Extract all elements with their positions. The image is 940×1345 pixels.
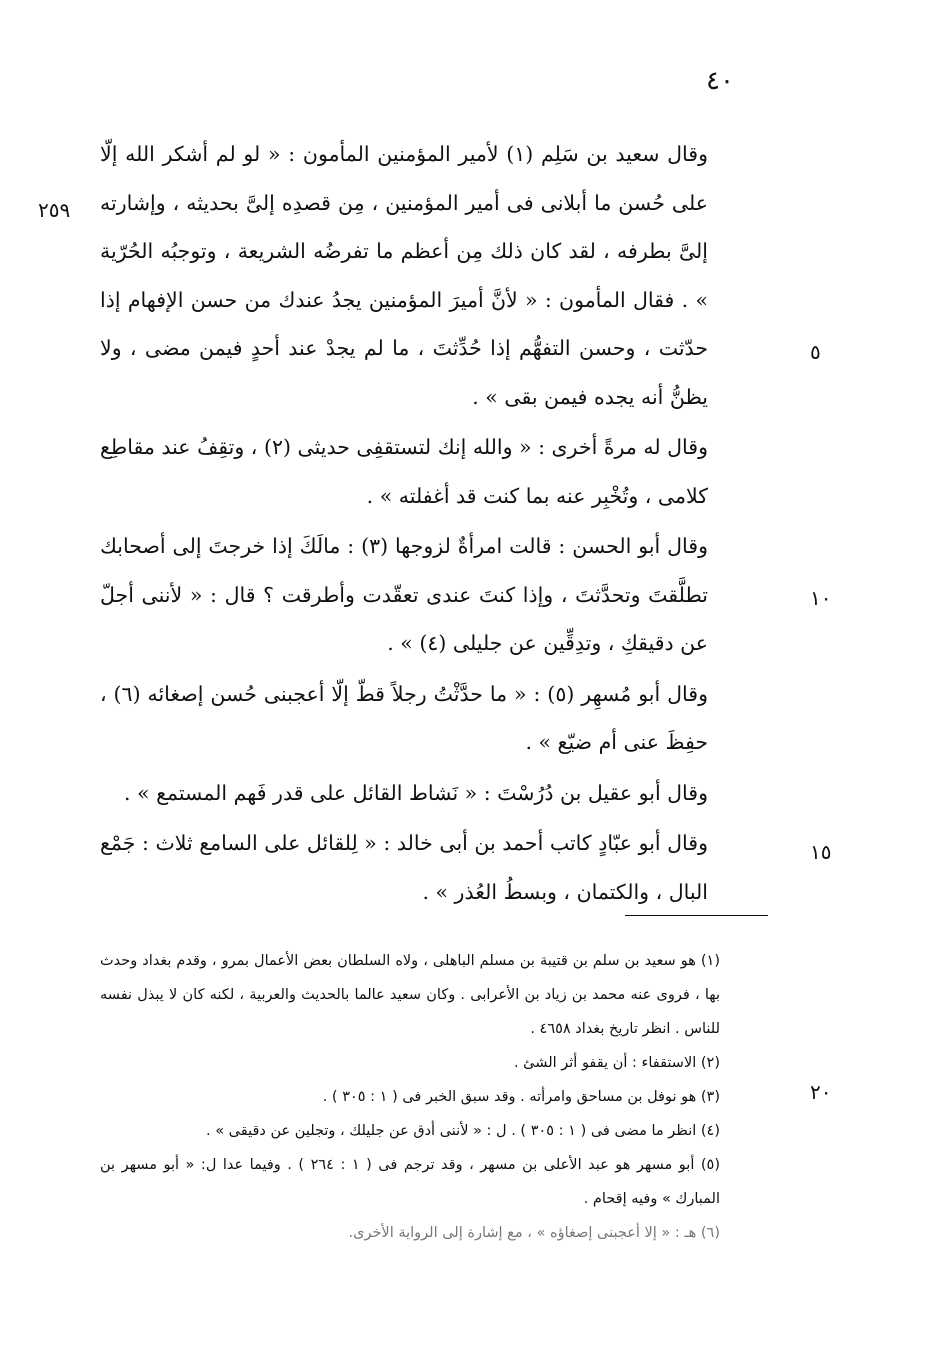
paragraph-said-bin-salm: وقال سعيد بن سَلِم (١) لأمير المؤمنين المأمون : « لو لم أشكر الله إلّا على حُسن ما أبلانى فى أمير المؤمنين ، مِن قصدِه إلىَّ بحديثه ، وإشارته إلىَّ بطرفه ، لقد كان ذلك مِن أعظم ما تفرضُه الشريعة ، وتوجبُه الحُرّية » . فقال المأمون : « لأنَّ أميرَ المؤمنين يجدُ عندك من حسن الإفهام إذا حدّثت ، وحسن التفهُّم إذا حُدِّثتَ ، ما لم يجدْ عند أحدٍ فيمن مضى ، ولا يظنُّ أنه يجده فيمن بقى » . [100, 142, 708, 409]
paragraph-another-time: وقال له مرةً أخرى : « والله إنك لتستقفِى حديثى (٢) ، وتقِفُ عند مقاطِع كلامى ، وتُخْبِر عنه بما كنت قد أغفلته » . [100, 435, 708, 508]
footnotes [100, 944, 720, 1250]
footnote-5: (٥) أبو مسهر هو عبد الأعلى بن مسهر ، وقد ترجم فى ( ١ : ٢٦٤ ) . وفيما عدا ل: « أبو مسهر بن المبارك » وفيه إقحام . [100, 1157, 720, 1207]
paragraph-abu-abbad: وقال أبو عبّادٍ كاتب أحمد بن أبى خالد : « لِلقائل على السامع ثلاث : جَمْع البال ، والكتمان ، وبسطُ العُذر » . [100, 831, 708, 904]
paragraph-abu-al-hasan: وقال أبو الحسن : قالت امرأةٌ لزوجها (٣) : مالَكَ إذا خرجتَ إلى أصحابك تطلَّقتَ وتحدَّثتَ ، وإذا كنتَ عندى تعقّدت وأطرقت ؟ قال : « لأننى أجلّ عن دقيقكِ ، وتدِقِّين عن جليلى (٤) » . [100, 534, 708, 655]
margin-line-number-15: ١٥ [810, 840, 832, 864]
footnote-3: (٣) هو نوفل بن مساحق وامرأته . وقد سبق الخبر فى ( ١ : ٣٠٥ ) . [322, 1089, 720, 1105]
margin-line-number-10: ١٠ [810, 586, 832, 610]
footnote-4: (٤) انظر ما مضى فى ( ١ : ٣٠٥ ) . ل : « لأننى أدق عن جليلك ، وتجلين عن دقيقى » . [205, 1123, 720, 1139]
margin-reference-number: ٢٥٩ [38, 198, 71, 222]
paragraph-abu-aqil: وقال أبو عقيل بن دُرُسْتَ : « نَشاط القائل على قدر فَهم المستمع » . [124, 780, 708, 805]
margin-line-number-20: ٢٠ [810, 1080, 832, 1104]
main-text [100, 130, 708, 916]
footnote-6: (٦) هـ : « إلا أعجبنى إصغاؤه » ، مع إشارة إلى الرواية الأخرى. [348, 1225, 720, 1241]
footnote-2: (٢) الاستقفاء : أن يقفو أثر الشئ . [513, 1055, 720, 1071]
page-number: ٤٠ [706, 66, 734, 96]
footnote-separator [625, 915, 768, 916]
paragraph-abu-mushir: وقال أبو مُسهِر (٥) : « ما حدَّثْتُ رجلاً قطّ إلّا أعجبنى حُسن إصغائه (٦) ، حفِظَ عنى أم ضيّع » . [100, 681, 708, 754]
margin-line-number-5: ٥ [810, 340, 821, 364]
footnote-1: (١) هو سعيد بن سلم بن قتيبة بن مسلم الباهلى ، ولاه السلطان بعض الأعمال بمرو ، وقدم بغداد وحدث بها ، فروى عنه محمد بن زياد بن الأعرابى . وكان سعيد عالما بالحديث والعربية ، لكنه كان لا يبذل نفسه للناس . انظر تاريخ بغداد ٤٦٥٨ . [100, 953, 720, 1037]
